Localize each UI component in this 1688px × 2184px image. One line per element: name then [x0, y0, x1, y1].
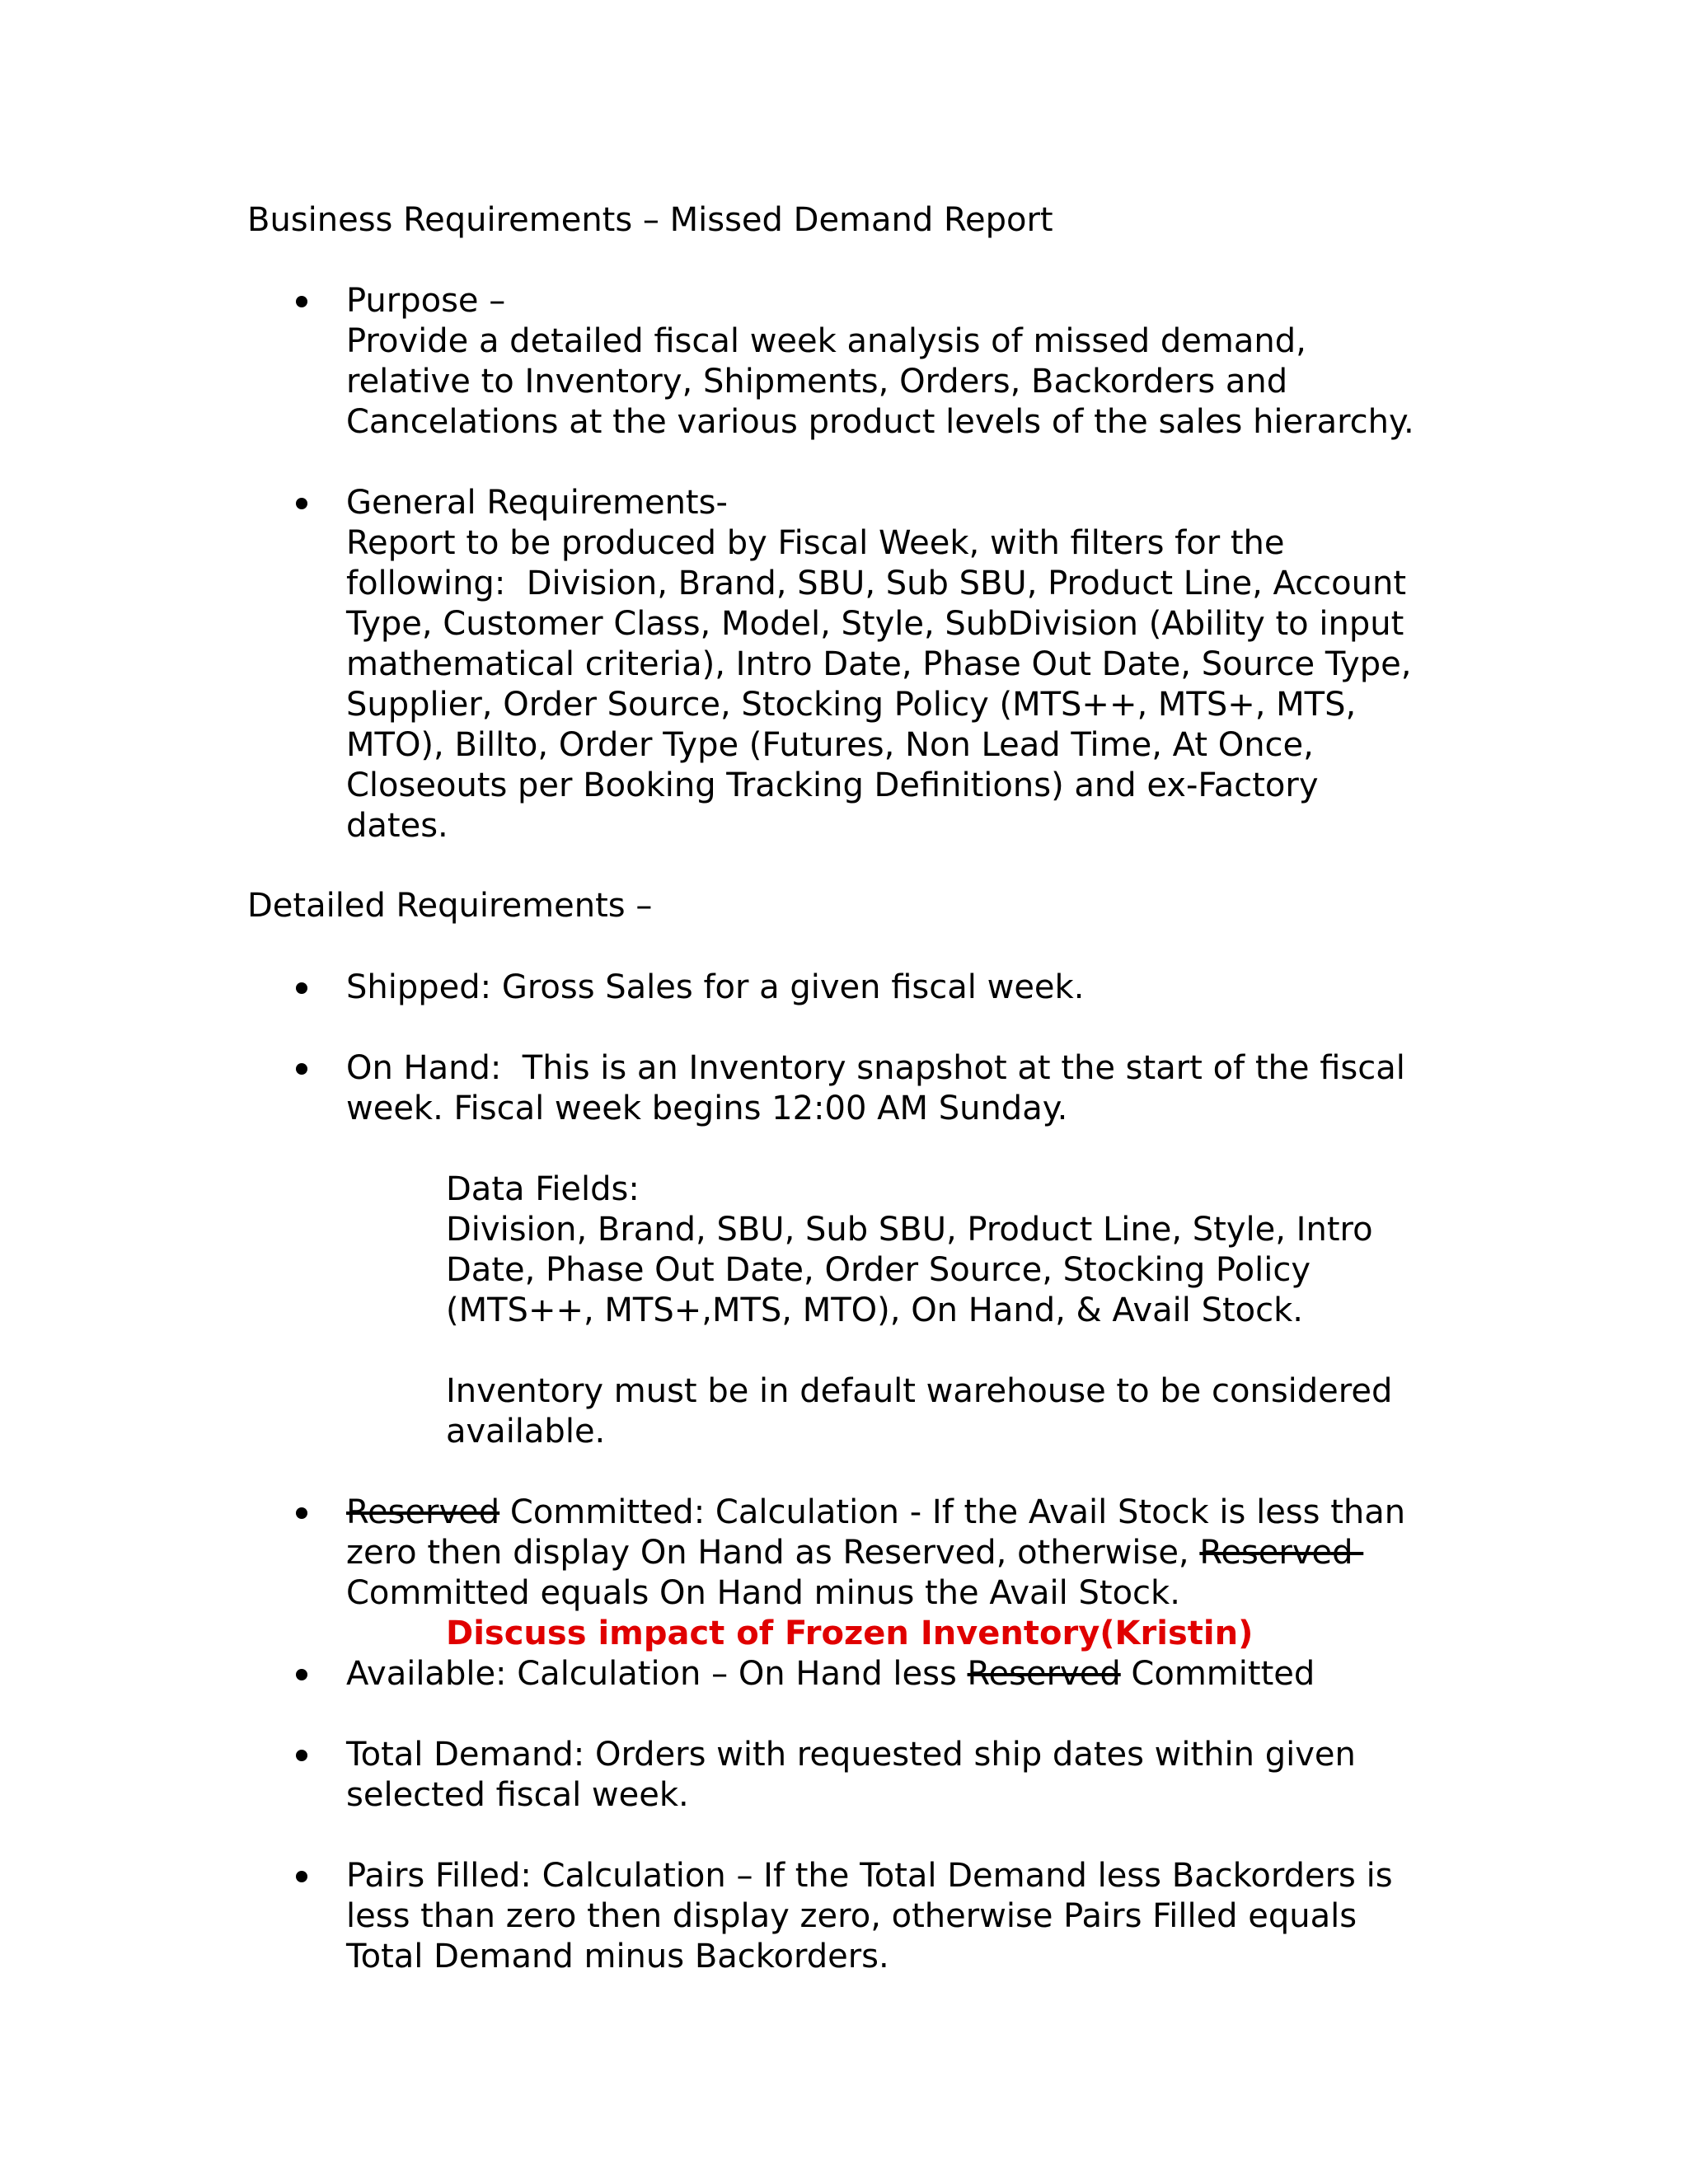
data-fields-line: (MTS++, MTS+,MTS, MTO), On Hand, & Avail Stock.: [446, 1291, 1303, 1329]
available-line: [346, 1654, 1315, 1694]
bullet-pairs-filled: [296, 1871, 307, 1882]
available-text: Committed: [1120, 1655, 1315, 1693]
pairs-filled-line: less than zero then display zero, otherwise Pairs Filled equals: [346, 1897, 1357, 1935]
purpose-line: Provide a detailed fiscal week analysis of missed demand,: [346, 322, 1306, 360]
purpose-line: relative to Inventory, Shipments, Orders, Backorders and: [346, 363, 1288, 401]
on-hand-line: week. Fiscal week begins 12:00 AM Sunday.: [346, 1090, 1068, 1127]
data-fields-heading: Data Fields:: [446, 1170, 640, 1208]
general-line: dates.: [346, 807, 448, 845]
data-fields-line: Division, Brand, SBU, Sub SBU, Product Line, Style, Intro: [446, 1211, 1373, 1249]
available-text: Available: Calculation – On Hand less: [346, 1655, 968, 1693]
bullet-available: [296, 1669, 307, 1680]
warehouse-note-line: Inventory must be in default warehouse to be considered: [446, 1372, 1393, 1410]
general-line: MTO), Billto, Order Type (Futures, Non Lead Time, At Once,: [346, 726, 1314, 764]
pairs-filled-line: Pairs Filled: Calculation – If the Total Demand less Backorders is: [346, 1857, 1393, 1895]
frozen-inventory-note: Discuss impact of Frozen Inventory(Kristin): [446, 1615, 1254, 1652]
bullet-committed: [296, 1507, 307, 1519]
committed-line: Committed equals On Hand minus the Avail Stock.: [346, 1574, 1180, 1612]
bullet-on-hand: [296, 1063, 307, 1075]
shipped-text: Shipped: Gross Sales for a given fiscal week.: [346, 968, 1085, 1006]
document-title: Business Requirements – Missed Demand Report: [247, 201, 1053, 239]
bullet-purpose: [296, 296, 307, 307]
warehouse-note-line: available.: [446, 1413, 606, 1451]
struck-reserved: Reserved: [1199, 1534, 1364, 1572]
general-line: following: Division, Brand, SBU, Sub SBU, Product Line, Account: [346, 565, 1407, 602]
general-line: mathematical criteria), Intro Date, Phase Out Date, Source Type,: [346, 645, 1412, 683]
bullet-general: [296, 498, 307, 509]
committed-line: [346, 1533, 1363, 1573]
total-demand-line: Total Demand: Orders with requested ship dates within given: [346, 1736, 1356, 1774]
committed-text: Committed: Calculation - If the Avail Stock is less than: [499, 1493, 1406, 1531]
general-heading: General Requirements-: [346, 484, 728, 522]
bullet-total-demand: [296, 1750, 307, 1761]
pairs-filled-line: Total Demand minus Backorders.: [346, 1938, 889, 1975]
bullet-shipped: [296, 982, 307, 994]
struck-reserved: Reserved: [967, 1655, 1121, 1693]
struck-reserved: Reserved: [346, 1493, 500, 1531]
detailed-heading: Detailed Requirements –: [247, 887, 653, 925]
total-demand-line: selected fiscal week.: [346, 1776, 689, 1814]
general-line: Type, Customer Class, Model, Style, SubDivision (Ability to input: [346, 605, 1404, 643]
general-line: Report to be produced by Fiscal Week, with filters for the: [346, 524, 1285, 562]
committed-text: zero then display On Hand as Reserved, otherwise,: [346, 1534, 1200, 1572]
general-line: Closeouts per Booking Tracking Definitions) and ex-Factory: [346, 766, 1319, 804]
on-hand-line: On Hand: This is an Inventory snapshot at the start of the fiscal: [346, 1049, 1405, 1087]
purpose-line: Cancelations at the various product levels of the sales hierarchy.: [346, 403, 1414, 441]
committed-line: [346, 1493, 1405, 1533]
purpose-heading: Purpose –: [346, 282, 506, 320]
general-line: Supplier, Order Source, Stocking Policy (MTS++, MTS+, MTS,: [346, 686, 1357, 724]
data-fields-line: Date, Phase Out Date, Order Source, Stocking Policy: [446, 1251, 1311, 1289]
